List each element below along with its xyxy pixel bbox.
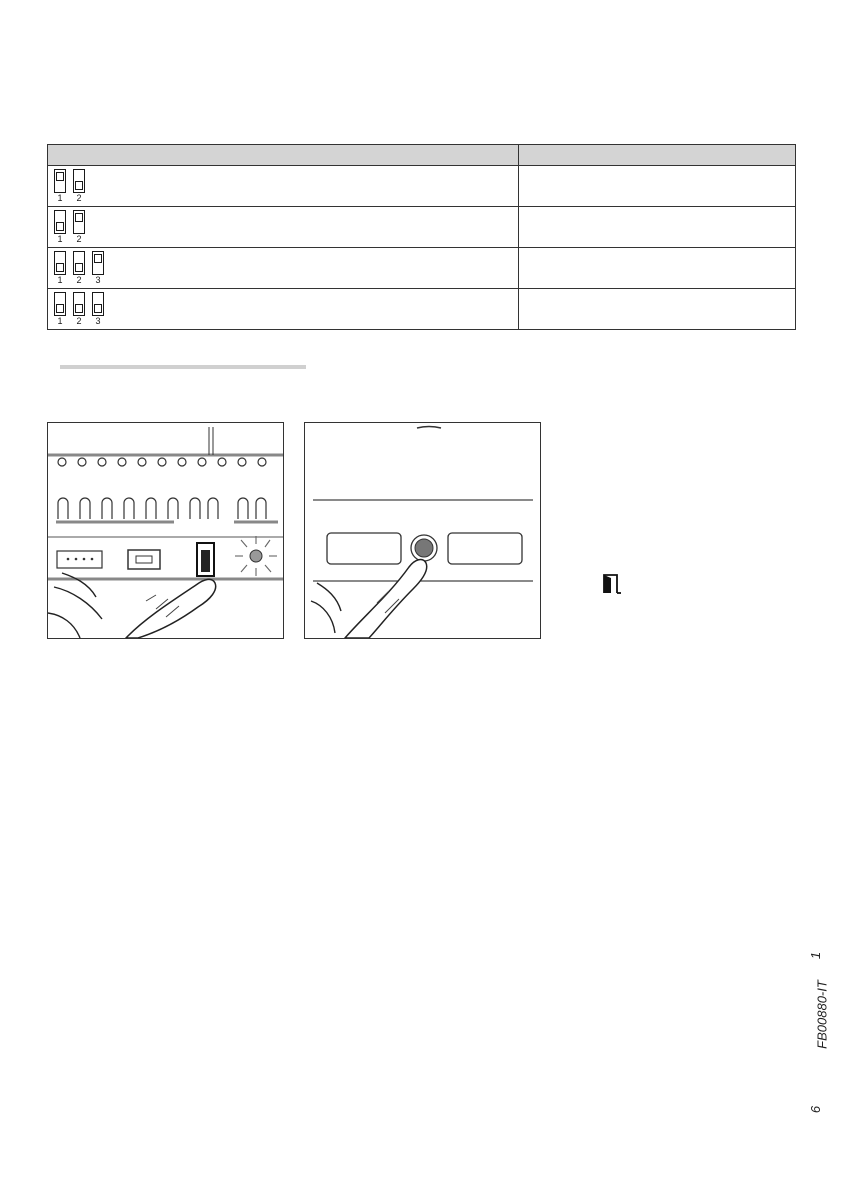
dip-switch-group: [54, 169, 518, 203]
setting-description-cell: [519, 289, 796, 330]
dip-switch-knob: [75, 263, 83, 272]
table-header-cell: [519, 145, 796, 166]
setting-description-cell: [519, 166, 796, 207]
dip-switch-knob: [94, 304, 102, 313]
control-board-illustration: [47, 422, 284, 639]
dip-switch-knob: [75, 213, 83, 222]
document-code: FB00880-IT: [814, 980, 830, 1049]
dip-switch: [73, 251, 85, 285]
dip-switch-knob: [94, 254, 102, 263]
table-header-cell: [48, 145, 519, 166]
dip-switch-number: 3: [95, 275, 101, 285]
table-row: [48, 289, 796, 330]
dip-switch-body: [73, 210, 85, 234]
dip-config-cell: [48, 289, 519, 330]
dip-switch-number: 2: [76, 275, 82, 285]
dip-config-cell: [48, 248, 519, 289]
dip-switch-number: 1: [57, 193, 63, 203]
dip-switch-knob: [56, 222, 64, 231]
section-divider: [60, 365, 306, 369]
dip-switch: [73, 210, 85, 244]
dip-switch: [92, 292, 104, 326]
dip-switch-knob: [75, 304, 83, 313]
setting-description-cell: [519, 207, 796, 248]
dip-switch: [54, 292, 66, 326]
dip-switch-body: [73, 251, 85, 275]
dip-config-cell: [48, 166, 519, 207]
wall-panel-illustration: [304, 422, 541, 639]
dip-switch-table: [47, 144, 796, 330]
dip-switch-number: 1: [57, 234, 63, 244]
dip-switch: [73, 169, 85, 203]
table-row: [48, 248, 796, 289]
dip-switch: [54, 210, 66, 244]
dip-switch-number: 1: [57, 316, 63, 326]
dip-switch-body: [73, 169, 85, 193]
dip-switch-body: [54, 251, 66, 275]
dip-switch-number: 2: [76, 234, 82, 244]
dip-switch-number: 3: [95, 316, 101, 326]
dip-switch-body: [92, 251, 104, 275]
dip-switch-body: [54, 210, 66, 234]
dip-config-cell: [48, 207, 519, 248]
door-icon: [601, 573, 623, 600]
dip-switch-number: 2: [76, 193, 82, 203]
dip-switch: [54, 169, 66, 203]
dip-switch-body: [73, 292, 85, 316]
table-body: [48, 166, 796, 330]
dip-switch-knob: [56, 172, 64, 181]
dip-switch-body: [92, 292, 104, 316]
dip-switch-knob: [56, 263, 64, 272]
wall-panel-drawing: [305, 423, 540, 638]
dip-switch: [92, 251, 104, 285]
dip-switch-number: 1: [57, 275, 63, 285]
dip-switch-knob: [56, 304, 64, 313]
dip-switch: [54, 251, 66, 285]
dip-switch-group: [54, 251, 518, 285]
table-row: [48, 207, 796, 248]
revision-number: 1: [808, 951, 824, 960]
dip-switch-body: [54, 292, 66, 316]
table-row: [48, 166, 796, 207]
dip-switch: [73, 292, 85, 326]
dip-switch-number: 2: [76, 316, 82, 326]
dip-switch-group: [54, 292, 518, 326]
control-board-drawing: [48, 423, 283, 638]
dip-switch-group: [54, 210, 518, 244]
setting-description-cell: [519, 248, 796, 289]
table-header-row: [48, 145, 796, 166]
dip-switch-body: [54, 169, 66, 193]
dip-switch-knob: [75, 181, 83, 190]
page-number: 6: [808, 1105, 824, 1114]
